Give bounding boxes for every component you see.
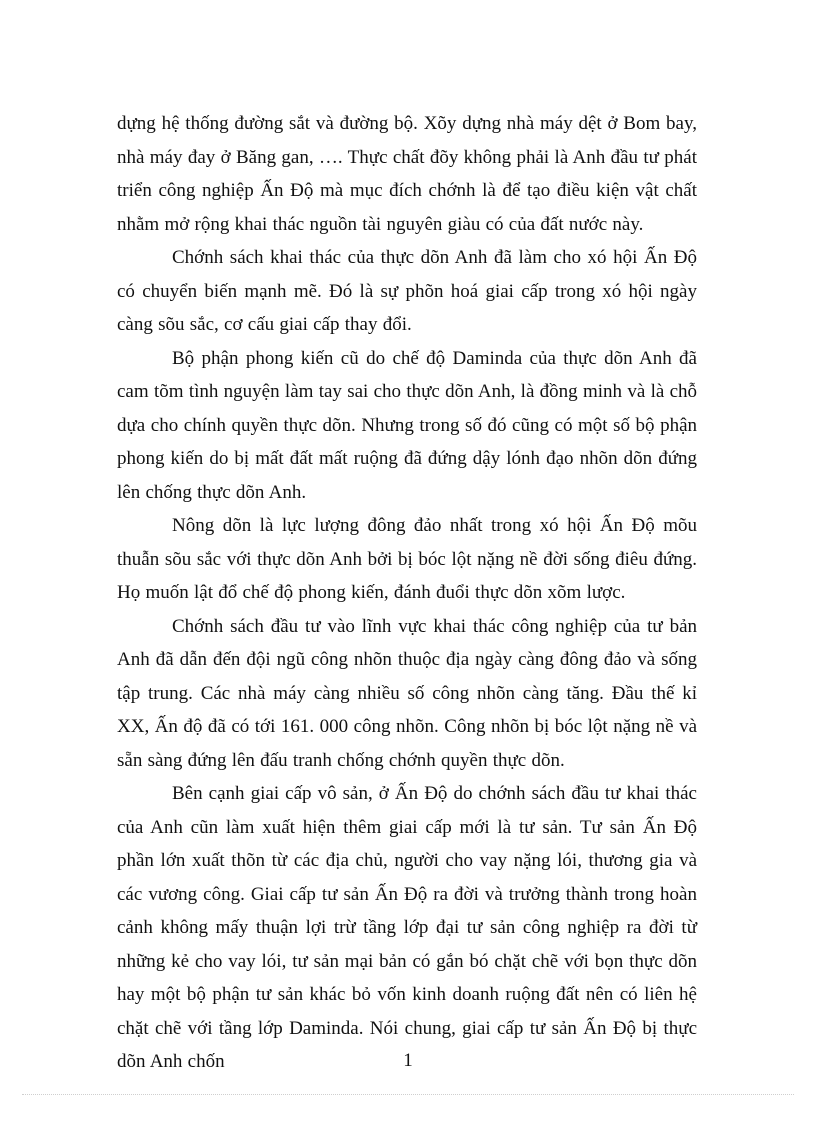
paragraph-4 bbox=[117, 509, 697, 610]
paragraph-2 bbox=[117, 241, 697, 342]
paragraph-5 bbox=[117, 610, 697, 778]
text-line: cho chính quyền thực dõn. Nhưng trong số đó cũng có một số bộ phận bbox=[150, 414, 698, 436]
body-text bbox=[117, 107, 697, 1079]
text-line: cho vay lói, tư sản mại bản có gắn bó chặt chẽ với bọn thực dõn hay một bộ bbox=[117, 950, 698, 1005]
text-line: không mấy thuận lợi trừ tầng lớp đại tư sản công nghiệp ra đời từ những kẻ bbox=[117, 917, 698, 972]
paragraph-6 bbox=[117, 777, 697, 1079]
text-line: Chớnh sách khai thác của thực dõn Anh đã làm cho xó hội Ấn Độ có bbox=[117, 247, 697, 302]
text-line: của Anh cũn làm xuất hiện thêm giai cấp mới là tư sản. Tư sản Ấn Độ phần bbox=[117, 816, 697, 871]
text-line: vương công. Giai cấp tư sản Ấn Độ ra đời và trưởng thành trong hoàn cảnh bbox=[117, 883, 697, 938]
text-line: phong kiến do bị mất đất mất ruộng đã đứng dậy lónh đạo nhõn dõn đứng bbox=[117, 448, 697, 469]
paragraph-1 bbox=[117, 107, 697, 241]
paragraph-3 bbox=[117, 342, 697, 510]
text-line: phận tư sản khác bỏ vốn kinh doanh ruộng đất nên có liên hệ chặt chẽ với bbox=[117, 984, 697, 1039]
text-line: Bên cạnh giai cấp vô sản, ở Ấn Độ do chớnh sách đầu tư khai thác bbox=[172, 783, 697, 804]
text-line: Nông dõn là lực lượng đông đảo nhất trong xó hội Ấn Độ mõu thuẫn bbox=[117, 515, 697, 570]
text-line: tõm tình nguyện làm tay sai cho thực dõn Anh, là đồng minh và là chỗ dựa bbox=[117, 381, 698, 436]
text-line: đã dẫn đến đội ngũ công nhõn thuộc địa ngày càng đông đảo và sống tập bbox=[117, 649, 697, 704]
text-line: lên chống thực dõn Anh. bbox=[117, 481, 307, 503]
text-line: sõu sắc với thực dõn Anh bởi bị bóc lột nặng nề đời sống điêu đứng. Họ bbox=[117, 548, 698, 603]
text-line: nhằm mở rộng khai thác nguồn tài nguyên giàu có của đất nước này. bbox=[117, 213, 644, 235]
text-line: trung. Các nhà máy càng nhiều số công nhõn càng tăng. Đầu thế kỉ XX, Ấn bbox=[117, 682, 697, 737]
text-line: triển công nghiệp Ấn Độ mà mục đích chớnh là để tạo điều kiện vật chất bbox=[117, 180, 697, 201]
text-line: Bộ phận phong kiến cũ do chế độ Daminda của thực dõn Anh đã cam bbox=[117, 347, 697, 402]
text-line: tầng lớp Daminda. Nói chung, giai cấp tư sản Ấn Độ bị thực dõn Anh chốn bbox=[117, 1017, 698, 1072]
page-bottom-divider bbox=[22, 1094, 794, 1095]
text-line: Chớnh sách đầu tư vào lĩnh vực khai thác công nghiệp của tư bản Anh bbox=[117, 615, 697, 670]
text-line: muốn lật đổ chế độ phong kiến, đánh đuổi thực dõn xõm lược. bbox=[145, 582, 626, 603]
text-line: lớn xuất thõn từ các địa chủ, người cho vay nặng lói, thương gia và các bbox=[117, 850, 698, 905]
text-line: sõu sắc, cơ cấu giai cấp thay đổi. bbox=[158, 314, 412, 335]
text-line: đứng lên đấu tranh chống chớnh quyền thực dõn. bbox=[187, 749, 565, 771]
text-line: dựng hệ thống đường sắt và đường bộ. Xõy dựng nhà máy dệt ở Bom bay, bbox=[117, 113, 697, 134]
text-line: chuyển biến mạnh mẽ. Đó là sự phõn hoá giai cấp trong xó hội ngày càng bbox=[117, 280, 697, 335]
text-line: nhà máy đay ở Băng gan, …. Thực chất đõy không phải là Anh đầu tư phát bbox=[117, 146, 697, 168]
text-line: độ đã có tới 161. 000 công nhõn. Công nhõn bị bóc lột nặng nề và sẵn sàng bbox=[117, 716, 697, 771]
page-number: 1 bbox=[403, 1050, 413, 1071]
